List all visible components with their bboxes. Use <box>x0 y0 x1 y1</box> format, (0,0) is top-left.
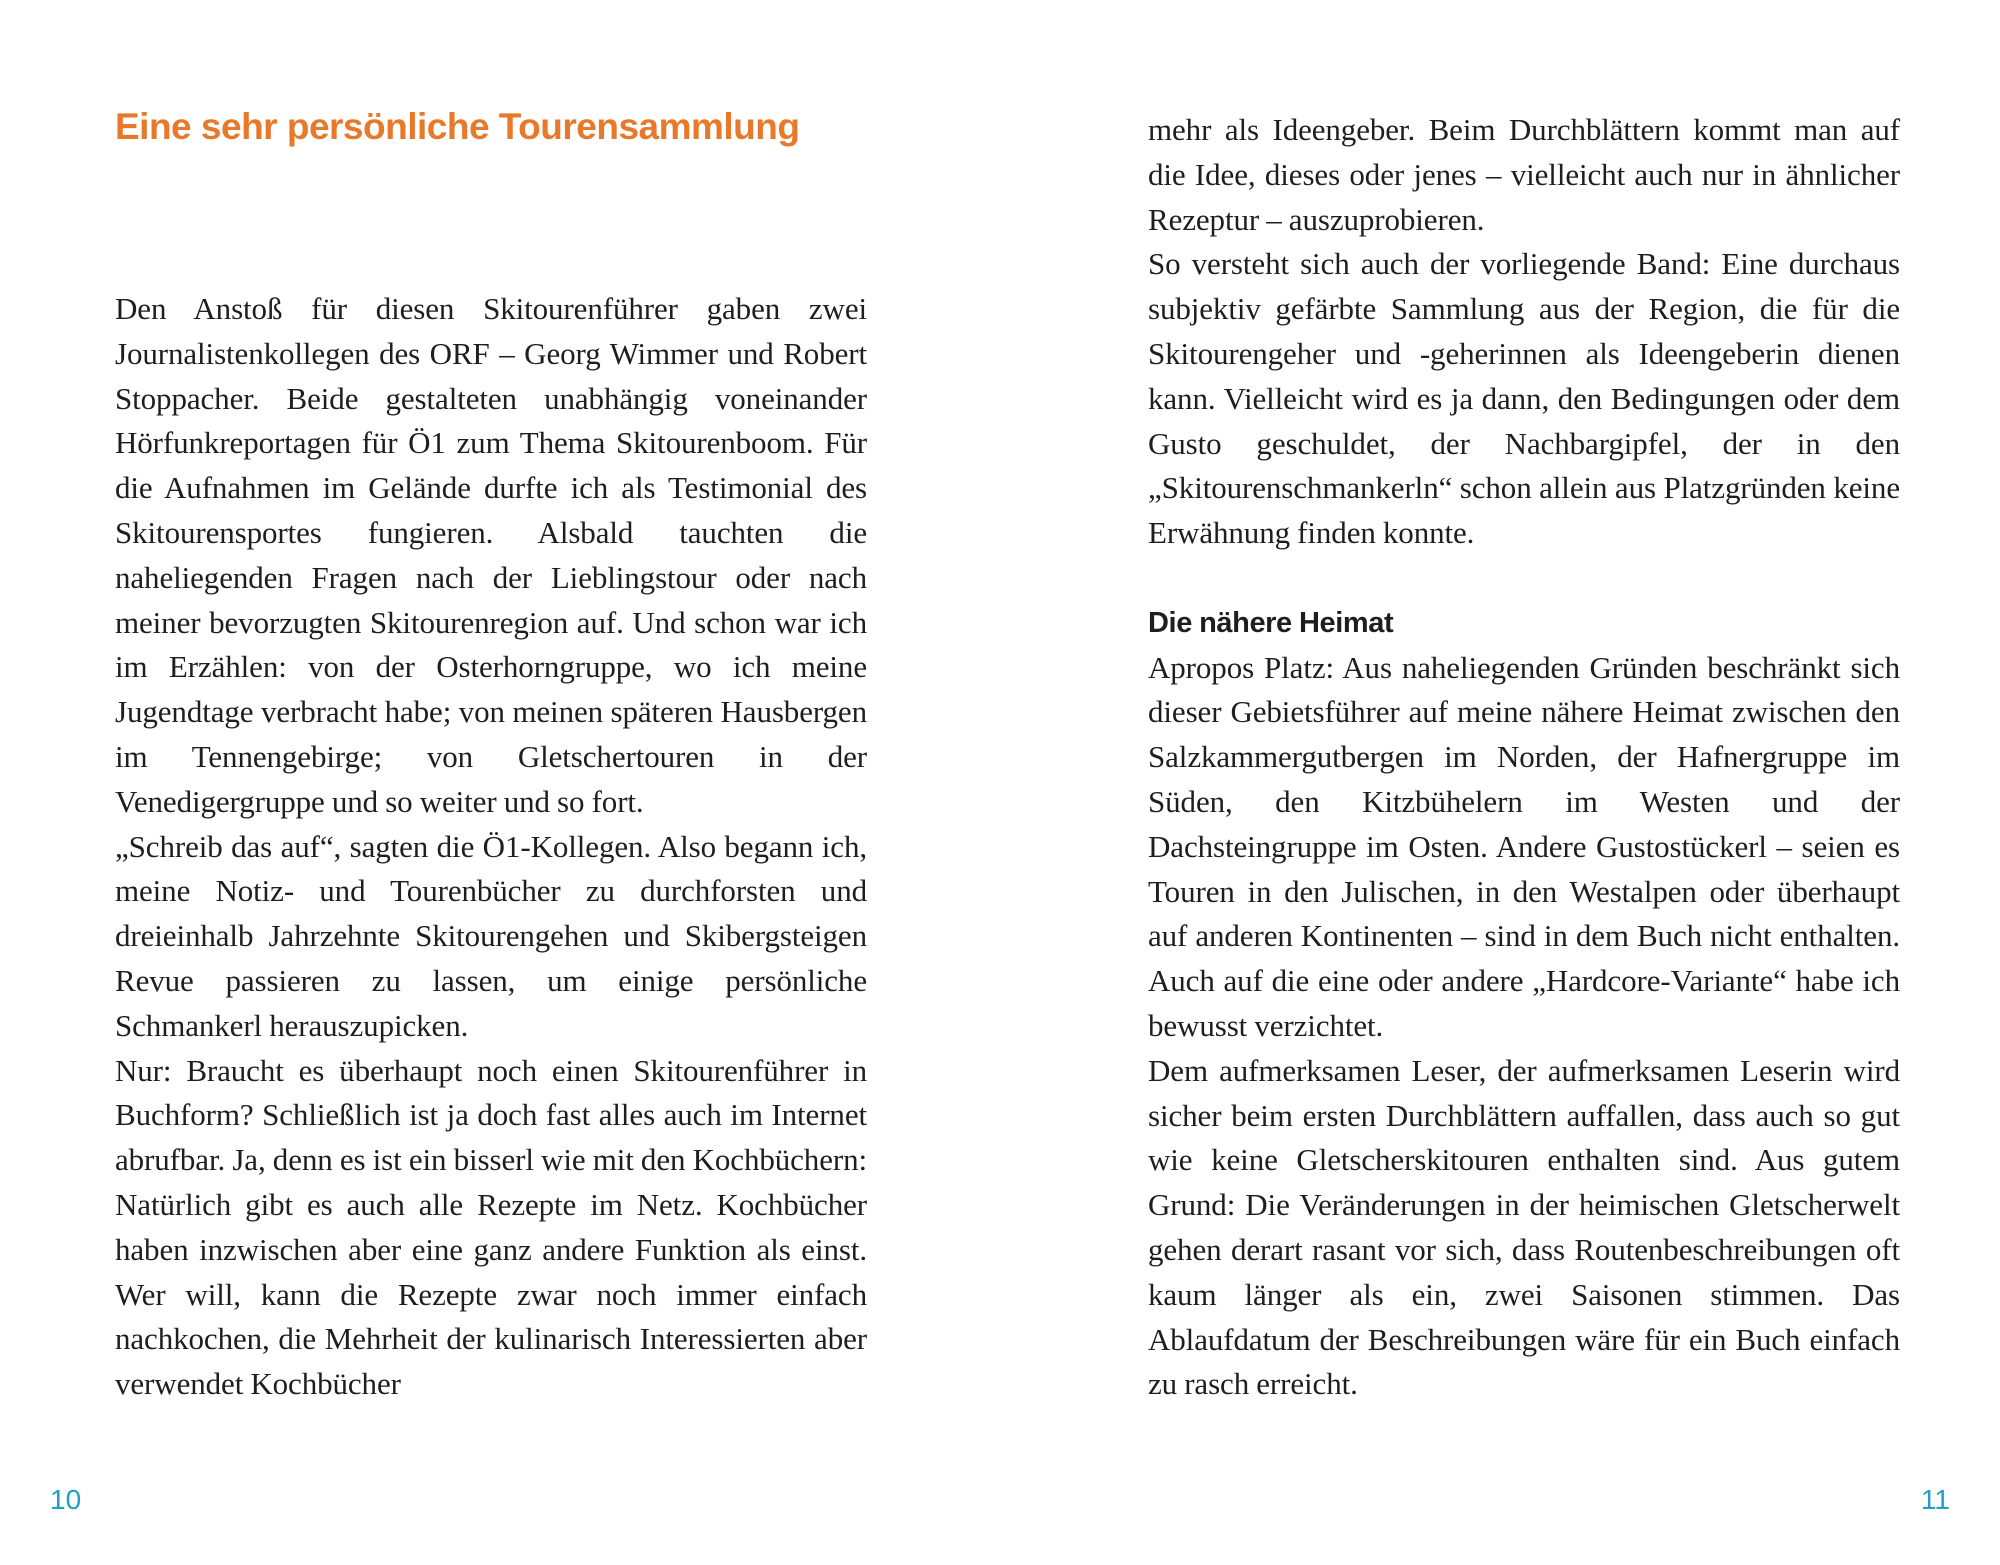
right-body-text <box>1148 108 1900 1407</box>
left-body-text <box>115 287 867 1407</box>
paragraph: Dem aufmerksamen Leser, der aufmerksamen Leserin wird sicher beim ersten Durchblättern auffallen, dass auch so gut wie keine Gletscherskitouren enthalten sind. Aus gutem Grund: Die Veränderungen in der heimischen Gletscherwelt gehen derart rasant vor sich, dass Routenbeschreibungen oft kaum länger als ein, zwei Saisonen stimmen. Das Ablaufdatum der Beschreibungen wäre für ein Buch einfach zu rasch erreicht. <box>1148 1052 1900 1402</box>
paragraph: Apropos Platz: Aus naheliegenden Gründen beschränkt sich dieser Gebietsführer auf meine nähere Heimat zwischen den Salzkammergutbergen im Norden, der Hafnergruppe im Süden, den Kitzbühelern im Westen und der Dachsteingruppe im Osten. Andere Gustostückerl – seien es Touren in den Julischen, in den Westalpen oder überhaupt auf anderen Kontinenten – sind in dem Buch nicht enthalten. Auch auf die eine oder andere „Hardcore-Variante“ habe ich bewusst verzichtet. <box>1148 649 1900 1043</box>
paragraph: Nur: Braucht es überhaupt noch einen Skitourenführer in Buchform? Schließlich ist ja doch fast alles auch im Internet abrufbar. Ja, denn es ist ein bisserl wie mit den Kochbüchern: Natürlich gibt es auch alle Rezepte im Netz. Kochbücher haben inzwischen aber eine ganz andere Funktion als einst. Wer will, kann die Rezepte zwar noch immer einfach nachkochen, die Mehrheit der kulinarisch Interessierten aber verwendet Kochbücher <box>115 1052 867 1402</box>
page-number-left: 10 <box>50 1484 82 1515</box>
right-page <box>1000 0 2000 1565</box>
page-number-right: 11 <box>1920 1484 1950 1515</box>
paragraph: „Schreib das auf“, sagten die Ö1-Kollegen. Also begann ich, meine Notiz- und Tourenbücher zu durchforsten und dreieinhalb Jahrzehnte Skitourengehen und Skibergsteigen Revue passieren zu lassen, um einige persönliche Schmankerl herauszupicken. <box>115 828 867 1043</box>
paragraph: So versteht sich auch der vorliegende Band: Eine durchaus subjektiv gefärbte Sammlung aus der Region, die für die Skitourengeher und -geherinnen als Ideengeberin dienen kann. Vielleicht wird es ja dann, den Bedingungen oder dem Gusto geschuldet, der Nachbargipfel, der in den „Skitourenschmankerln“ schon allein aus Platzgründen keine Erwähnung finden konnte. <box>1148 246 1900 551</box>
chapter-title: Eine sehr persönliche Tourensammlung <box>115 106 800 147</box>
section-subheading: Die nähere Heimat <box>1148 606 1394 639</box>
paragraph: Den Anstoß für diesen Skitourenführer gaben zwei Journalistenkollegen des ORF – Georg Wimmer und Robert Stoppacher. Beide gestalteten unabhängig voneinander Hörfunkreportagen für Ö1 zum Thema Skitourenboom. Für die Aufnahmen im Gelände durfte ich als Testimonial des Skitourensportes fungieren. Alsbald tauchten die naheliegenden Fragen nach der Lieblingstour oder nach meiner bevorzugten Skitourenregion auf. Und schon war ich im Erzählen: von der Osterhorngruppe, wo ich meine Jugendtage verbracht habe; von meinen späteren Hausbergen im Tennengebirge; von Gletschertouren in der Venedigergruppe und so weiter und so fort. <box>115 291 867 819</box>
paragraph: mehr als Ideengeber. Beim Durchblättern kommt man auf die Idee, dieses oder jenes – vielleicht auch nur in ähnlicher Rezeptur – auszuprobieren. <box>1148 112 1900 237</box>
